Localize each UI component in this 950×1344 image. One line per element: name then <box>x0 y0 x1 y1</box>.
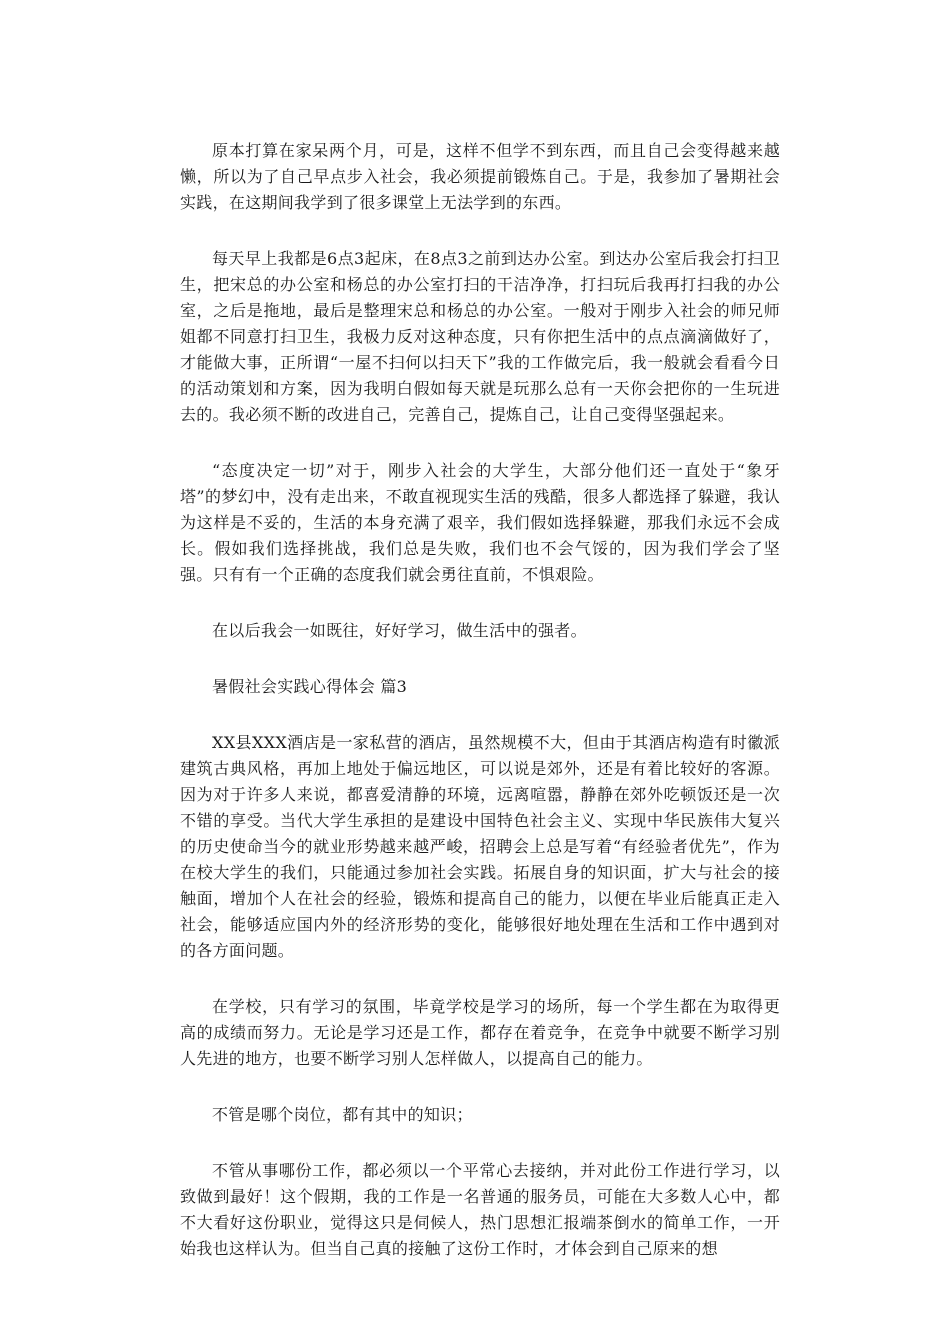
paragraph-5: XX县XXX酒店是一家私营的酒店，虽然规模不大，但由于其酒店构造有时徽派建筑古典风格，再加上地处于偏远地区，可以说是郊外，还是有着比较好的客源。因为对于许多人来说，都喜爱清静的环境，远离喧嚣，静静在郊外吃顿饭还是一次不错的享受。当代大学生承担的是建设中国特色社会主义、实现中华民族伟大复兴的历史使命当今的就业形势越来越严峻，招聘会上总是写着“有经验者优先”，作为在校大学生的我们，只能通过参加社会实践。拓展自身的知识面，扩大与社会的接触面，增加个人在社会的经验，锻炼和提高自己的能力，以便在毕业后能真正走入社会，能够适应国内外的经济形势的变化，能够很好地处理在生活和工作中遇到对的各方面问题。 <box>180 733 780 960</box>
paragraph-3: “态度决定一切”对于，刚步入社会的大学生，大部分他们还一直处于“象牙塔”的梦幻中，没有走出来，不敢直视现实生活的残酷，很多人都选择了躲避，我认为这样是不妥的，生活的本身充满了艰辛，我们假如选择躲避，那我们永远不会成长。假如我们选择挑战，我们总是失败，我们也不会气馁的，因为我们学会了坚强。只有有一个正确的态度我们就会勇往直前，不惧艰险。 <box>180 461 780 584</box>
paragraph-8: 不管从事哪份工作，都必须以一个平常心去接纳，并对此份工作进行学习，以致做到最好！这个假期，我的工作是一名普通的服务员，可能在大多数人心中，都不大看好这份职业，觉得这只是伺候人，热门思想汇报端茶倒水的简单工作，一开始我也这样认为。但当自己真的接触了这份工作时，才体会到自己原来的想 <box>180 1161 780 1258</box>
paragraph-2: 每天早上我都是6点3起床，在8点3之前到达办公室。到达办公室后我会打扫卫生，把宋总的办公室和杨总的办公室打扫的干洁净净，打扫玩后我再打扫我的办公室，之后是拖地，最后是整理宋总和杨总的办公室。一般对于刚步入社会的师兄师姐都不同意打扫卫生，我极力反对这种态度，只有你把生活中的点点滴滴做好了，才能做大事，正所谓“一屋不扫何以扫天下”我的工作做完后，我一般就会看看今日的活动策划和方案，因为我明白假如每天就是玩那么总有一天你会把你的一生玩进去的。我必须不断的改进自己，完善自己，提炼自己，让自己变得坚强起来。 <box>180 249 780 424</box>
paragraph-6: 在学校，只有学习的氛围，毕竟学校是学习的场所，每一个学生都在为取得更高的成绩而努力。无论是学习还是工作，都存在着竞争，在竞争中就要不断学习别人先进的地方，也要不断学习别人怎样做人，以提高自己的能力。 <box>180 997 780 1068</box>
section-heading: 暑假社会实践心得体会 篇3 <box>212 677 408 696</box>
paragraph-7: 不管是哪个岗位，都有其中的知识； <box>212 1105 473 1124</box>
document-page <box>180 138 780 1262</box>
paragraph-1: 原本打算在家呆两个月，可是，这样不但学不到东西，而且自己会变得越来越懒，所以为了自己早点步入社会，我必须提前锻炼自己。于是，我参加了暑期社会实践，在这期间我学到了很多课堂上无法学到的东西。 <box>180 141 780 212</box>
paragraph-4: 在以后我会一如既往，好好学习，做生活中的强者。 <box>212 621 587 640</box>
